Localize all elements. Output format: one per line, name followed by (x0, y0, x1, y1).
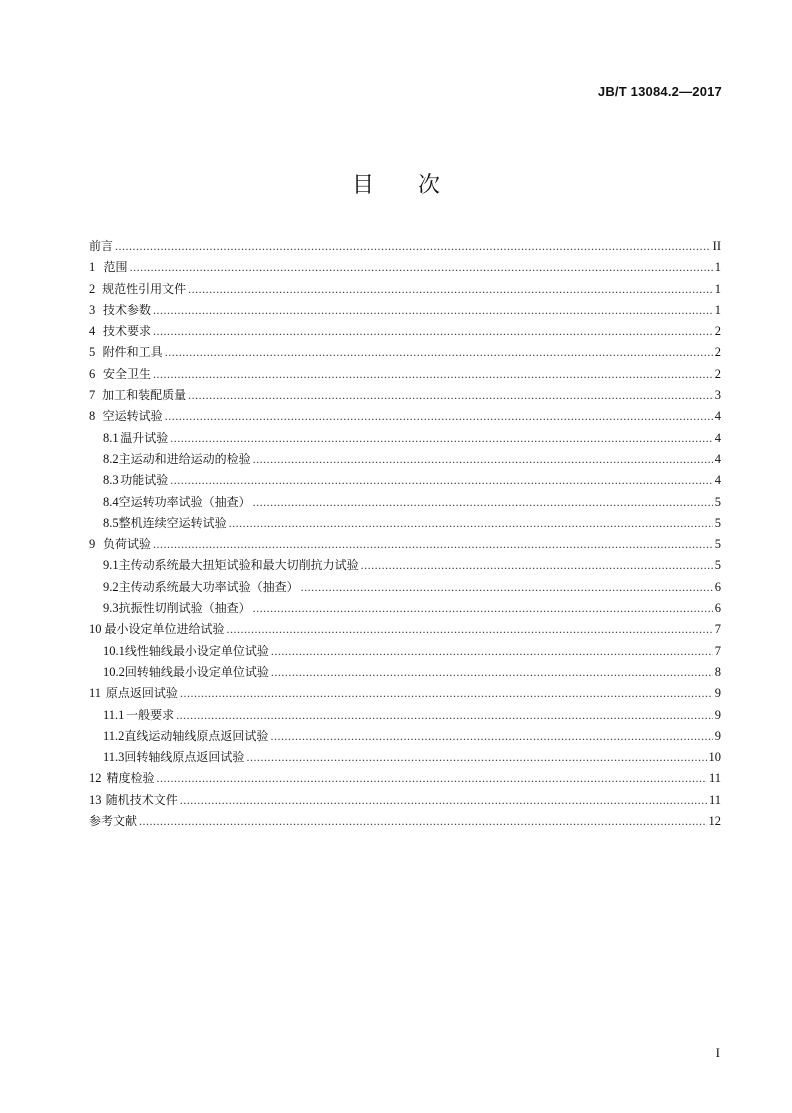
toc-entry-label: 原点返回试验 (105, 686, 178, 701)
toc-entry[interactable] (89, 300, 721, 321)
toc-dot-leader (253, 598, 713, 619)
toc-dot-leader (170, 428, 713, 449)
toc-entry-label: 整机连续空运转试验 (118, 515, 227, 530)
toc-entry-page: 4 (714, 430, 721, 445)
toc-entry-page: 2 (714, 345, 721, 360)
toc-entry-page: 8 (714, 664, 721, 679)
toc-entry-page: 1 (714, 260, 721, 275)
toc-dot-leader (253, 449, 713, 470)
toc-entry-number: 11.1 (103, 707, 125, 722)
toc-entry-number: 10.1 (103, 643, 125, 658)
toc-dot-leader (271, 641, 713, 662)
toc-entry-page: 5 (714, 494, 721, 509)
toc-entry[interactable] (89, 470, 721, 491)
toc-entry[interactable] (89, 641, 721, 662)
toc-entry[interactable] (89, 364, 721, 385)
toc-entry-number: 8.5 (103, 515, 119, 530)
toc-entry-number: 11.3 (103, 750, 125, 765)
toc-entry-page: 1 (714, 281, 721, 296)
toc-entry-page: 5 (714, 537, 721, 552)
toc-entry-page: 2 (714, 366, 721, 381)
table-of-contents (89, 236, 721, 832)
toc-entry-label: 范围 (103, 260, 128, 275)
toc-dot-leader (156, 768, 706, 789)
toc-entry-number: 8 (89, 409, 96, 424)
toc-entry-label: 线性轴线最小设定单位试验 (124, 643, 269, 658)
toc-entry-number: 1 (89, 260, 96, 275)
toc-entry-label: 主运动和进给运动的检验 (118, 451, 251, 466)
toc-entry-label: 最小设定单位进给试验 (104, 622, 225, 637)
toc-entry-label: 技术参数 (102, 302, 151, 317)
toc-entry-number: 8.2 (103, 451, 119, 466)
toc-entry-label: 参考文献 (89, 814, 138, 829)
toc-entry-number: 3 (89, 302, 96, 317)
toc-dot-leader (170, 470, 713, 491)
toc-entry-page: 11 (708, 771, 721, 786)
toc-entry-number: 9.3 (103, 601, 119, 616)
toc-dot-leader (180, 790, 707, 811)
toc-entry[interactable] (89, 513, 721, 534)
toc-dot-leader (165, 406, 713, 427)
toc-entry-page: 4 (714, 473, 721, 488)
toc-entry[interactable] (89, 428, 721, 449)
toc-dot-leader (180, 683, 713, 704)
toc-entry-page: 9 (714, 728, 721, 743)
toc-dot-leader (270, 726, 712, 747)
toc-entry-label: 空运转试验 (102, 409, 163, 424)
toc-entry-label: 回转轴线最小设定单位试验 (124, 664, 269, 679)
toc-entry[interactable] (89, 619, 721, 640)
toc-dot-leader (165, 342, 713, 363)
toc-entry-page: 6 (714, 601, 721, 616)
toc-entry-number: 8.1 (103, 430, 119, 445)
toc-entry-label: 主传动系统最大扭矩试验和最大切削抗力试验 (118, 558, 359, 573)
toc-entry-number: 6 (89, 366, 96, 381)
toc-entry-page: 1 (714, 302, 721, 317)
toc-entry-label: 规范性引用文件 (102, 281, 187, 296)
toc-dot-leader (271, 662, 713, 683)
toc-entry-label: 精度检验 (106, 771, 155, 786)
toc-entry-number: 10 (89, 622, 102, 637)
toc-entry-page: 2 (714, 324, 721, 339)
toc-entry[interactable] (89, 321, 721, 342)
toc-entry[interactable] (89, 236, 721, 257)
toc-entry[interactable] (89, 406, 721, 427)
toc-entry-number: 9.1 (103, 558, 119, 573)
toc-entry[interactable] (89, 342, 721, 363)
toc-entry[interactable] (89, 790, 721, 811)
toc-dot-leader (176, 705, 713, 726)
toc-entry-page: 5 (714, 558, 721, 573)
page-number: I (715, 1045, 720, 1060)
toc-dot-leader (301, 577, 713, 598)
toc-dot-leader (246, 747, 706, 768)
toc-entry[interactable] (89, 577, 721, 598)
toc-entry-number: 8.4 (103, 494, 119, 509)
toc-entry-number: 11 (89, 686, 102, 701)
toc-dot-leader (253, 492, 713, 513)
toc-entry-label: 主传动系统最大功率试验（抽查） (118, 579, 299, 594)
toc-entry-label: 抗振性切削试验（抽查） (118, 601, 251, 616)
toc-entry-number: 11.2 (103, 728, 125, 743)
toc-entry-label: 附件和工具 (102, 345, 163, 360)
toc-entry-number: 8.3 (103, 473, 119, 488)
toc-entry-number: 10.2 (103, 664, 125, 679)
toc-dot-leader (115, 236, 711, 257)
toc-entry[interactable] (89, 768, 721, 789)
toc-entry[interactable] (89, 705, 721, 726)
toc-dot-leader (153, 321, 713, 342)
toc-entry-label: 温升试验 (120, 430, 169, 445)
toc-entry-label: 随机技术文件 (105, 792, 178, 807)
toc-entry[interactable] (89, 811, 721, 832)
toc-entry-page: 9 (714, 707, 721, 722)
toc-entry-number: 9.2 (103, 579, 119, 594)
toc-entry-page: 7 (714, 622, 721, 637)
toc-entry[interactable] (89, 492, 721, 513)
toc-entry[interactable] (89, 257, 721, 278)
toc-entry-page: II (712, 239, 721, 253)
toc-entry-label: 安全卫生 (102, 366, 151, 381)
toc-dot-leader (153, 364, 713, 385)
toc-entry-label: 技术要求 (102, 324, 151, 339)
toc-entry[interactable] (89, 598, 721, 619)
toc-dot-leader (361, 555, 713, 576)
toc-entry[interactable] (89, 279, 721, 300)
toc-dot-leader (153, 300, 713, 321)
toc-entry-number: 9 (89, 537, 96, 552)
toc-entry-number: 5 (89, 345, 96, 360)
toc-dot-leader (226, 619, 712, 640)
toc-entry-number: 13 (89, 792, 102, 807)
toc-entry-page: 9 (714, 686, 721, 701)
toc-entry-page: 3 (714, 388, 721, 403)
toc-entry-number: 4 (89, 324, 96, 339)
toc-entry-label: 负荷试验 (102, 537, 151, 552)
toc-entry[interactable] (89, 449, 721, 470)
toc-dot-leader (188, 279, 713, 300)
toc-entry-page: 7 (714, 643, 721, 658)
toc-entry[interactable] (89, 534, 721, 555)
toc-entry-label: 功能试验 (120, 473, 169, 488)
toc-entry[interactable] (89, 747, 721, 768)
toc-dot-leader (229, 513, 713, 534)
document-code: JB/T 13084.2—2017 (597, 84, 722, 99)
toc-entry-label: 回转轴线原点返回试验 (124, 750, 245, 765)
toc-entry-label: 直线运动轴线原点返回试验 (124, 728, 269, 743)
toc-entry-page: 4 (714, 451, 721, 466)
toc-entry-label: 空运转功率试验（抽查） (118, 494, 251, 509)
page-title: 目次 (351, 173, 484, 198)
toc-entry[interactable] (89, 555, 721, 576)
toc-dot-leader (139, 811, 706, 832)
toc-entry-number: 7 (89, 388, 96, 403)
toc-entry[interactable] (89, 385, 721, 406)
toc-entry[interactable] (89, 683, 721, 704)
toc-entry-page: 12 (708, 814, 721, 829)
toc-entry-number: 2 (89, 281, 96, 296)
toc-dot-leader (153, 534, 713, 555)
toc-entry-page: 4 (714, 409, 721, 424)
toc-entry-page: 5 (714, 515, 721, 530)
toc-dot-leader (188, 385, 713, 406)
toc-entry[interactable] (89, 662, 721, 683)
toc-entry-page: 11 (708, 792, 721, 807)
toc-dot-leader (130, 257, 713, 278)
toc-entry-number: 12 (89, 771, 102, 786)
toc-entry-label: 前言 (89, 239, 114, 253)
toc-entry-page: 6 (714, 579, 721, 594)
toc-entry[interactable] (89, 726, 721, 747)
toc-entry-label: 一般要求 (126, 707, 175, 722)
toc-entry-label: 加工和装配质量 (102, 388, 187, 403)
toc-entry-page: 10 (708, 750, 721, 765)
